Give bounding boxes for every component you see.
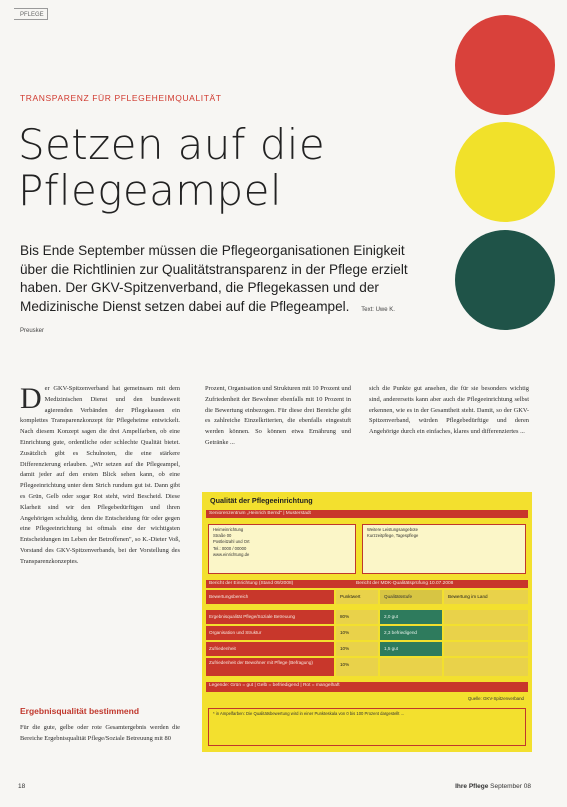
header-cell: Punktwert <box>336 590 378 604</box>
table-row <box>206 658 528 676</box>
column-2-text: Prozent, Organisation und Strukturen mit 10 Prozent und Zufriedenheit der Bewohner ebenfalls mit 10 Prozent in die Bewertung einbezogen. Für diese drei Bereiche gibt es zahlreiche Einzelkriterien, die ebenfalls eingestuft werden können. So können etwa Ernährung und Getränke ... <box>205 385 351 446</box>
title-line-1: Setzen auf die <box>18 120 326 169</box>
info-box-left: Heimeinrichtung Straße 00 Postleitzahl und Ort Tel.: 0000 / 00000 www.einrichtung.de <box>208 524 356 574</box>
table-note-band: Legende: Grün = gut | Gelb = befriedigend | Rot = mangelhaft <box>206 682 528 692</box>
column-3 <box>369 384 529 484</box>
table-row <box>206 626 528 640</box>
credit: Text: Uwe K. Preusker <box>20 306 395 334</box>
table-title: Qualität der Pflegeeinrichtung <box>210 496 313 505</box>
lead-text: Bis Ende September müssen die Pflegeorganisationen Einigkeit über die Richtlinien zur Qualitätstransparenz in der Pflege erzielt haben. Der GKV-Spitzenverband, die Pflegekassen und der Medizinische Dienst setzen dabei auf die Pflegeampel. <box>20 243 408 314</box>
page-title <box>18 122 325 214</box>
header-cell: Qualitätsstufe <box>380 590 442 604</box>
row-grade: 2,3 befriedigend <box>380 626 442 640</box>
row-extra <box>444 642 528 656</box>
band2-left: Bericht der Einrichtung (Stand 09/2008) <box>209 581 294 586</box>
table-row <box>206 642 528 656</box>
kicker: TRANSPARENZ FÜR PFLEGEHEIMQUALITÄT <box>20 93 222 103</box>
lead-paragraph <box>20 242 410 341</box>
table-source: Quelle: GKV-Spitzenverband <box>467 696 524 701</box>
row-label: Organisation und Struktur <box>206 626 334 640</box>
table-band-1: Seniorenzentrum „Heinrich Bernd" | Musterstadt <box>206 510 528 518</box>
section-tag: PFLEGE <box>14 8 48 20</box>
band2-right: Bericht der MDK-Qualitätsprüfung 10.07.2008 <box>356 581 454 586</box>
row-value: 10% <box>336 658 378 676</box>
column-1 <box>20 384 180 702</box>
column-1-continued <box>20 723 180 765</box>
table-row <box>206 610 528 624</box>
drop-cap: D <box>20 384 42 415</box>
row-grade: 2,0 gut <box>380 610 442 624</box>
table-footnote: * in Ampelfarben: Die Qualitätsbewertung wird in einer Punkteskala von 0 bis 100 Prozent dargestellt ... <box>208 708 526 746</box>
row-value: 80% <box>336 610 378 624</box>
row-value: 10% <box>336 626 378 640</box>
quality-table <box>202 492 532 752</box>
row-grade: 1,5 gut <box>380 642 442 656</box>
page-number: 18 <box>18 783 26 790</box>
column-1-text: er GKV-Spitzenverband hat gemeinsam mit dem Medizinischen Dienst und den bundesweit agierenden Verbänden der Pflegekassen ein komplettes Transparenzkonzept für Pflegeheime entwickelt. Nach diesem Konzept sagen die drei Ampelfarben, ob eine Einrichtung gute, ordentliche oder schlechte Qualität bietet. Zusätzlich gibt es Schulnoten, die eine stärkere Differenzierung erlauben. „Wir setzen auf die Pflegeampel, damit jeder auf den ersten Blick sehen kann, ob eine Pflegeeinrichtung unter dem Strich rundum gut ist. Dann gibt es Grün, Gelb oder sogar Rot steht, wird Bescheid. Diese Klarheit sind wir den Pflegebedürftigen und ihren Angehörigen schuldig, denn die Entscheidung für oder gegen eine Pflegeeinrichtung ist oftmals eine der wichtigsten Entscheidungen im Leben der Betroffenen", so K.-Dieter Voß, Vorstand des GKV-Spitzenverbands, bei der Vorstellung des Transparenzkonzeptes. <box>20 385 180 565</box>
title-line-2: Pflegeampel <box>18 166 282 215</box>
column-2 <box>205 384 351 484</box>
row-extra <box>444 610 528 624</box>
row-grade <box>380 658 442 676</box>
row-label: Zufriedenheit der Bewohner mit Pflege (Befragung) <box>206 658 334 676</box>
header-cell: Bewertung im Land <box>444 590 528 604</box>
column-1b-text: Für die gute, gelbe oder rote Gesamtergebnis werden die Bereiche Ergebnisqualität Pflege/Soziale Betreuung mit 80 <box>20 724 180 742</box>
row-value: 10% <box>336 642 378 656</box>
header-cell: Bewertungsbereich <box>206 590 334 604</box>
row-extra <box>444 626 528 640</box>
column-3-text: sich die Punkte gut ansehen, die für sie besonders wichtig sind, andererseits kann aber auch die Pflegeeinrichtung selbst erkennen, wie es in der Gesamtheit steht. Damit, so der GKV-Spitzenverband, würden Pflegebedürftige und deren Angehörige durch ein einfaches, klares und differenziertes ... <box>369 385 529 436</box>
green-light <box>455 230 555 330</box>
row-extra <box>444 658 528 676</box>
red-light <box>455 15 555 115</box>
table-header-row <box>206 590 528 604</box>
magazine-name: Ihre Pflege <box>455 783 489 790</box>
row-label: Ergebnisqualität Pflege/Soziale Betreuung <box>206 610 334 624</box>
table-band-2 <box>206 580 528 588</box>
subheading: Ergebnisqualität bestimmend <box>20 706 140 716</box>
footer-magazine <box>455 783 531 790</box>
issue: September 08 <box>490 783 531 790</box>
info-box-right: Weitere Leistungsangebote Kurzzeitpflege, Tagespflege <box>362 524 526 574</box>
row-label: Zufriedenheit <box>206 642 334 656</box>
yellow-light <box>455 122 555 222</box>
